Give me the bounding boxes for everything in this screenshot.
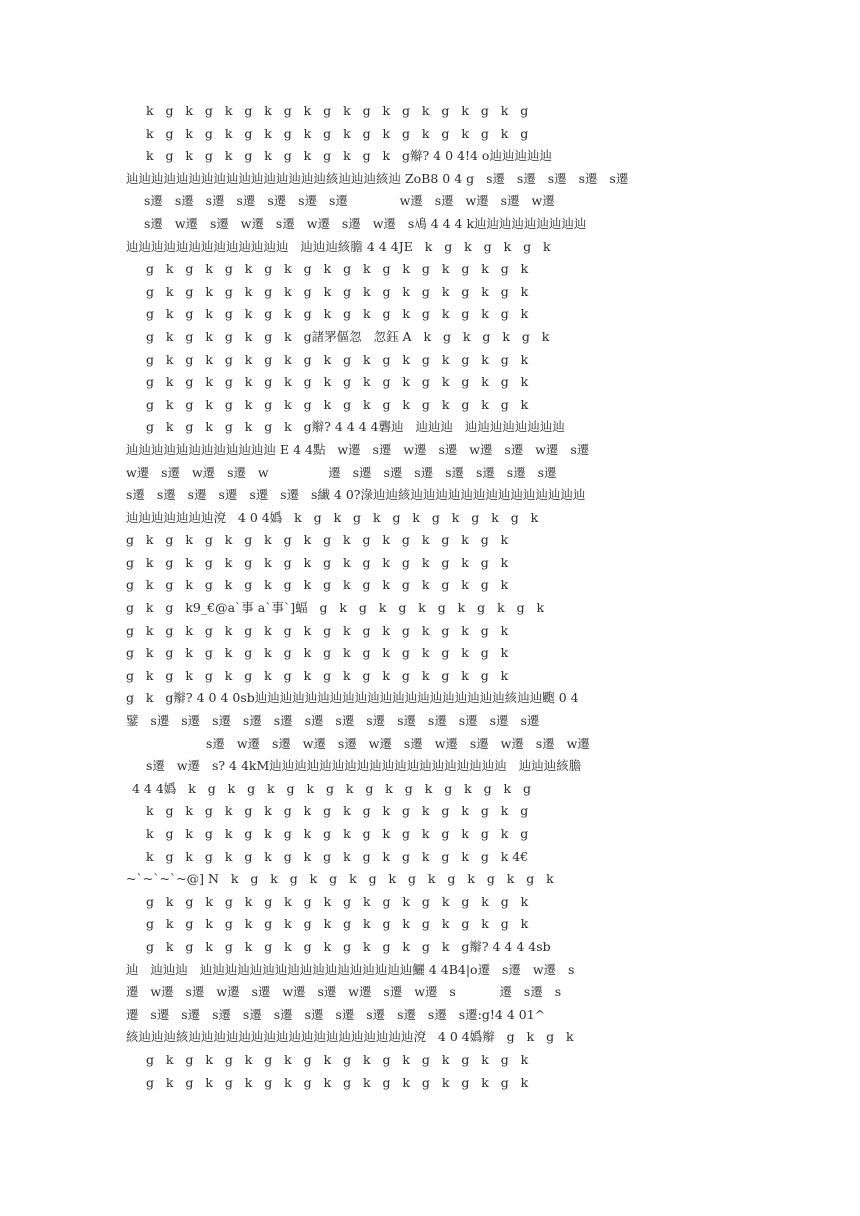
text-line: g k g k g k g k g k g k g k g k g k g k: [126, 577, 509, 593]
text-line: k g k g k g k g k g k g k g k g k g k 4€: [146, 848, 529, 864]
text-line: g k g k g k g k g k g k g k g k g k g k: [146, 916, 529, 932]
text-line: g k g k g k g k g k g k g k g k g k g k: [126, 667, 509, 683]
text-line: s遷 s遷 s遷 s遷 s遷 s遷 s遷 w遷 s遷 w遷 s遷 w遷: [144, 193, 555, 209]
text-line: g k g k g k g k g k g k g k g k g辮? 4 4 4 4sb: [146, 938, 551, 954]
text-line: w遷 s遷 w遷 s遷 w 遷 s遷 s遷 s遷 s遷 s遷 s遷 s遷: [126, 464, 557, 480]
text-line: g k g k g k g k g諸罞傴忽 忽鈺 A k g k g k g k: [146, 328, 550, 344]
text-line: 辿辿辿辿辿辿辿辿辿辿辿辿辿 辿辿辿絯膽 4 4 4JE k g k g k g k: [126, 238, 551, 254]
text-line: 4 4 4嬀 k g k g k g k g k g k g k g k g k g: [132, 780, 532, 796]
text-line: g k g辮? 4 0 4 0sb辿辿辿辿辿辿辿辿辿辿辿辿辿辿辿辿辿辿辿辿絯辿辿颮 0 4: [126, 690, 579, 706]
text-line: s遷 w遷 s遷 w遷 s遷 w遷 s遷 w遷 s遷 w遷 s遷 w遷: [206, 735, 590, 751]
text-line: 辿 辿辿辿 辿辿辿辿辿辿辿辿辿辿辿辿辿辿辿辿辿鱺 4 4B4|o遷 s遷 w遷 s: [126, 961, 575, 977]
text-line: s遷 w遷 s遷 w遷 s遷 w遷 s遷 w遷 s鳰 4 4 4 k辿辿辿辿辿辿辿辿辿: [144, 215, 587, 231]
text-line: k g k g k g k g k g k g k g k g k g k g: [146, 826, 529, 841]
text-line: 遷 s遷 s遷 s遷 s遷 s遷 s遷 s遷 s遷 s遷 s遷 s遷:g!4 4 01^: [126, 1006, 546, 1022]
text-line: g k g k g k g k g k g k g k g k g k g k: [146, 1051, 529, 1067]
text-line: 絯辿辿辿絯辿辿辿辿辿辿辿辿辿辿辿辿辿辿辿辿辿辿渷 4 0 4嬀辮 g k g k: [126, 1029, 574, 1045]
text-line: s遷 s遷 s遷 s遷 s遷 s遷 s纎 4 0?淥辿辿絯辿辿辿辿辿辿辿辿辿辿辿辿辿辿: [126, 487, 586, 503]
text-line: g k g k g k g k g k g k g k g k g k g k: [126, 645, 509, 661]
text-line: g k g k g k g k g k g k g k g k g k g k: [126, 554, 509, 570]
text-line: g k g k g k g k g k g k g k g k g k g k: [126, 622, 509, 638]
text-line: s遷 w遷 s? 4 4kM辿辿辿辿辿辿辿辿辿辿辿辿辿辿辿辿辿辿辿 辿辿辿絯膽: [146, 758, 582, 774]
text-line: g k g k g k g k g k g k g k g k g k g k: [126, 532, 509, 548]
text-line: g k g k g k g k g k g k g k g k g k g k: [146, 893, 529, 909]
text-line: g k g k g k g k g k g k g k g k g k g k: [146, 374, 529, 390]
text-line: 鐾 s遷 s遷 s遷 s遷 s遷 s遷 s遷 s遷 s遷 s遷 s遷 s遷 s遷: [126, 713, 540, 729]
text-line: 遷 w遷 s遷 w遷 s遷 w遷 s遷 w遷 s遷 w遷 s 遷 s遷 s: [126, 984, 562, 1000]
text-line: g k g k g k g k g k g k g k g k g k g k: [146, 1074, 529, 1090]
text-line: g k g k g k g k g k g k g k g k g k g k: [146, 283, 529, 299]
text-line: k g k g k g k g k g k g k g k g k g k g: [146, 103, 529, 118]
text-line: g k g k g k g k g k g k g k g k g k g k: [146, 396, 529, 412]
text-line: g k g k g k g k g k g k g k g k g k g k: [146, 306, 529, 322]
garbled-text-body: [126, 100, 738, 1094]
text-line: g k g k g k g k g辮? 4 4 4 4礱辿 辿辿辿 辿辿辿辿辿辿辿辿: [146, 419, 565, 435]
text-line: k g k g k g k g k g k g k g k g k g k g: [146, 125, 529, 141]
text-line: k g k g k g k g k g k g k g k g k g k g: [146, 803, 529, 819]
text-line: g k g k g k g k g k g k g k g k g k g k: [146, 351, 529, 367]
text-line: g k g k9_€@a`事 a`事`]蝠 g k g k g k g k g k g k: [126, 600, 545, 616]
text-line: k g k g k g k g k g k g k g辮? 4 0 4!4 o辿辿辿辿辿: [146, 148, 552, 164]
text-line: g k g k g k g k g k g k g k g k g k g k: [146, 261, 529, 277]
text-line: 辿辿辿辿辿辿辿渷 4 0 4嬀 k g k g k g k g k g k g k: [126, 509, 539, 525]
text-line: ~`~`~`~@] N k g k g k g k g k g k g k g k g k: [126, 871, 554, 887]
text-line: 辿辿辿辿辿辿辿辿辿辿辿辿 E 4 4點 w遷 s遷 w遷 s遷 w遷 s遷 w遷 s遷: [126, 441, 590, 457]
text-line: 辿辿辿辿辿辿辿辿辿辿辿辿辿辿辿辿絯辿辿辿絯辿 ZoB8 0 4 g s遷 s遷 s遷 s遷 s遷: [126, 170, 629, 186]
